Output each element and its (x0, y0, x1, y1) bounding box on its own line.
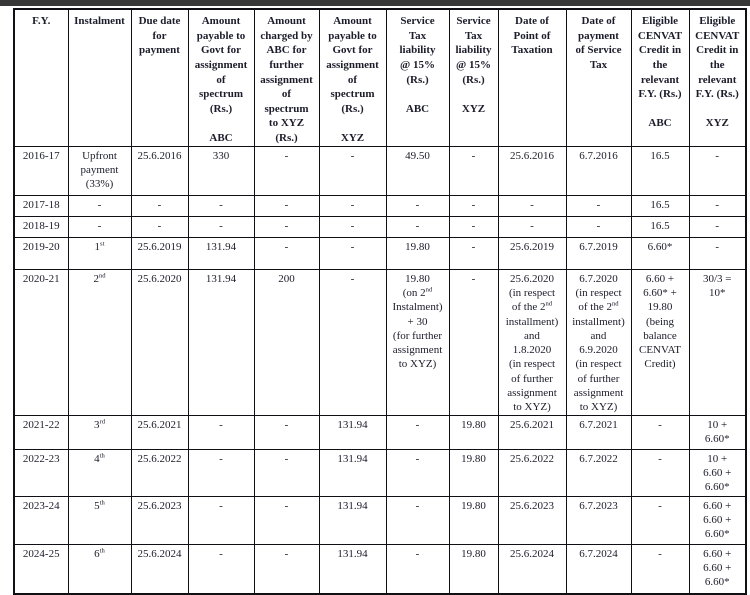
cell-r4-c9: 25.6.2019 (498, 237, 566, 269)
cell-r5-c12: 30/3 = 10* (689, 269, 746, 415)
cell-r1-c11: 16.5 (631, 146, 689, 195)
table-row-2018-19 (14, 216, 746, 237)
cell-r3-c9: - (498, 216, 566, 237)
spectrum-tax-table (13, 8, 747, 595)
table-row-2016-17 (14, 146, 746, 195)
cell-r5-c10: 6.7.2020 (in respect of the 2nd installment) and 6.9.2020 (in respect of further assignment to XYZ) (566, 269, 631, 415)
column-header-9: Date of Point of Taxation (498, 9, 566, 146)
cell-r6-c7: - (386, 415, 449, 449)
cell-r8-c5: - (254, 496, 319, 544)
cell-r9-c9: 25.6.2024 (498, 544, 566, 594)
cell-r8-c3: 25.6.2023 (131, 496, 188, 544)
cell-r6-c5: - (254, 415, 319, 449)
cell-r3-c7: - (386, 216, 449, 237)
cell-r3-c12: - (689, 216, 746, 237)
cell-r3-c11: 16.5 (631, 216, 689, 237)
cell-r5-c8: - (449, 269, 498, 415)
cell-r8-c11: - (631, 496, 689, 544)
cell-r3-c8: - (449, 216, 498, 237)
cell-r3-c3: - (131, 216, 188, 237)
cell-r9-c12: 6.60 + 6.60 + 6.60* (689, 544, 746, 594)
cell-r5-c1: 2020-21 (14, 269, 68, 415)
cell-r4-c8: - (449, 237, 498, 269)
column-header-3: Due date for payment (131, 9, 188, 146)
cell-r8-c6: 131.94 (319, 496, 386, 544)
cell-r7-c4: - (188, 449, 254, 496)
cell-r4-c5: - (254, 237, 319, 269)
column-header-1: F.Y. (14, 9, 68, 146)
cell-r2-c4: - (188, 195, 254, 216)
cell-r6-c11: - (631, 415, 689, 449)
cell-r2-c11: 16.5 (631, 195, 689, 216)
cell-r4-c7: 19.80 (386, 237, 449, 269)
cell-r4-c4: 131.94 (188, 237, 254, 269)
cell-r8-c4: - (188, 496, 254, 544)
table-row-2022-23 (14, 449, 746, 496)
cell-r4-c1: 2019-20 (14, 237, 68, 269)
column-header-11: Eligible CENVAT Credit in the relevant F.Y. (Rs.) ABC (631, 9, 689, 146)
column-header-2: Instalment (68, 9, 131, 146)
cell-r1-c2: Upfront payment (33%) (68, 146, 131, 195)
column-header-10: Date of payment of Service Tax (566, 9, 631, 146)
cell-r4-c12: - (689, 237, 746, 269)
table-header (14, 9, 746, 146)
cell-r5-c5: 200 (254, 269, 319, 415)
cell-r1-c12: - (689, 146, 746, 195)
cell-r5-c6: - (319, 269, 386, 415)
cell-r5-c7: 19.80 (on 2nd Instalment) + 30 (for further assignment to XYZ) (386, 269, 449, 415)
cell-r2-c9: - (498, 195, 566, 216)
cell-r1-c5: - (254, 146, 319, 195)
column-header-12: Eligible CENVAT Credit in the relevant F.Y. (Rs.) XYZ (689, 9, 746, 146)
cell-r8-c12: 6.60 + 6.60 + 6.60* (689, 496, 746, 544)
cell-r7-c8: 19.80 (449, 449, 498, 496)
cell-r3-c5: - (254, 216, 319, 237)
column-header-7: Service Tax liability @ 15% (Rs.) ABC (386, 9, 449, 146)
cell-r4-c11: 6.60* (631, 237, 689, 269)
cell-r9-c7: - (386, 544, 449, 594)
cell-r5-c2: 2nd (68, 269, 131, 415)
cell-r7-c2: 4th (68, 449, 131, 496)
cell-r9-c3: 25.6.2024 (131, 544, 188, 594)
cell-r7-c9: 25.6.2022 (498, 449, 566, 496)
cell-r3-c1: 2018-19 (14, 216, 68, 237)
cell-r8-c8: 19.80 (449, 496, 498, 544)
cell-r2-c5: - (254, 195, 319, 216)
cell-r1-c1: 2016-17 (14, 146, 68, 195)
cell-r8-c10: 6.7.2023 (566, 496, 631, 544)
cell-r8-c1: 2023-24 (14, 496, 68, 544)
cell-r4-c2: 1st (68, 237, 131, 269)
cell-r1-c7: 49.50 (386, 146, 449, 195)
cell-r8-c7: - (386, 496, 449, 544)
cell-r6-c3: 25.6.2021 (131, 415, 188, 449)
cell-r3-c6: - (319, 216, 386, 237)
table-row-2019-20 (14, 237, 746, 269)
cell-r2-c7: - (386, 195, 449, 216)
cell-r1-c10: 6.7.2016 (566, 146, 631, 195)
cell-r7-c11: - (631, 449, 689, 496)
column-header-6: Amount payable to Govt for assignment of spectrum (Rs.) XYZ (319, 9, 386, 146)
table-row-2023-24 (14, 496, 746, 544)
cell-r6-c9: 25.6.2021 (498, 415, 566, 449)
top-bar (0, 0, 750, 6)
cell-r9-c1: 2024-25 (14, 544, 68, 594)
table-row-2021-22 (14, 415, 746, 449)
cell-r1-c9: 25.6.2016 (498, 146, 566, 195)
cell-r9-c11: - (631, 544, 689, 594)
cell-r1-c6: - (319, 146, 386, 195)
cell-r2-c6: - (319, 195, 386, 216)
cell-r8-c9: 25.6.2023 (498, 496, 566, 544)
cell-r1-c3: 25.6.2016 (131, 146, 188, 195)
cell-r2-c2: - (68, 195, 131, 216)
cell-r6-c2: 3rd (68, 415, 131, 449)
table-row-2024-25 (14, 544, 746, 594)
cell-r4-c3: 25.6.2019 (131, 237, 188, 269)
cell-r2-c12: - (689, 195, 746, 216)
cell-r1-c4: 330 (188, 146, 254, 195)
cell-r5-c3: 25.6.2020 (131, 269, 188, 415)
cell-r2-c10: - (566, 195, 631, 216)
header-row (14, 9, 746, 146)
cell-r6-c10: 6.7.2021 (566, 415, 631, 449)
cell-r7-c12: 10 + 6.60 + 6.60* (689, 449, 746, 496)
cell-r1-c8: - (449, 146, 498, 195)
cell-r9-c2: 6th (68, 544, 131, 594)
cell-r6-c4: - (188, 415, 254, 449)
column-header-4: Amount payable to Govt for assignment of spectrum (Rs.) ABC (188, 9, 254, 146)
cell-r2-c8: - (449, 195, 498, 216)
cell-r7-c3: 25.6.2022 (131, 449, 188, 496)
cell-r6-c6: 131.94 (319, 415, 386, 449)
table-row-2020-21 (14, 269, 746, 415)
cell-r3-c4: - (188, 216, 254, 237)
cell-r7-c10: 6.7.2022 (566, 449, 631, 496)
table-body (14, 146, 746, 594)
cell-r4-c6: - (319, 237, 386, 269)
cell-r7-c5: - (254, 449, 319, 496)
cell-r4-c10: 6.7.2019 (566, 237, 631, 269)
cell-r5-c4: 131.94 (188, 269, 254, 415)
cell-r3-c10: - (566, 216, 631, 237)
column-header-8: Service Tax liability @ 15% (Rs.) XYZ (449, 9, 498, 146)
cell-r2-c1: 2017-18 (14, 195, 68, 216)
cell-r2-c3: - (131, 195, 188, 216)
column-header-5: Amount charged by ABC for further assignment of spectrum to XYZ (Rs.) (254, 9, 319, 146)
cell-r7-c6: 131.94 (319, 449, 386, 496)
cell-r6-c12: 10 + 6.60* (689, 415, 746, 449)
table-row-2017-18 (14, 195, 746, 216)
cell-r8-c2: 5th (68, 496, 131, 544)
cell-r9-c5: - (254, 544, 319, 594)
cell-r9-c8: 19.80 (449, 544, 498, 594)
cell-r5-c9: 25.6.2020 (in respect of the 2nd installment) and 1.8.2020 (in respect of further assignment to XYZ) (498, 269, 566, 415)
cell-r9-c6: 131.94 (319, 544, 386, 594)
cell-r9-c4: - (188, 544, 254, 594)
cell-r7-c7: - (386, 449, 449, 496)
cell-r6-c8: 19.80 (449, 415, 498, 449)
cell-r5-c11: 6.60 + 6.60* + 19.80 (being balance CENVAT Credit) (631, 269, 689, 415)
cell-r9-c10: 6.7.2024 (566, 544, 631, 594)
cell-r7-c1: 2022-23 (14, 449, 68, 496)
cell-r3-c2: - (68, 216, 131, 237)
cell-r6-c1: 2021-22 (14, 415, 68, 449)
